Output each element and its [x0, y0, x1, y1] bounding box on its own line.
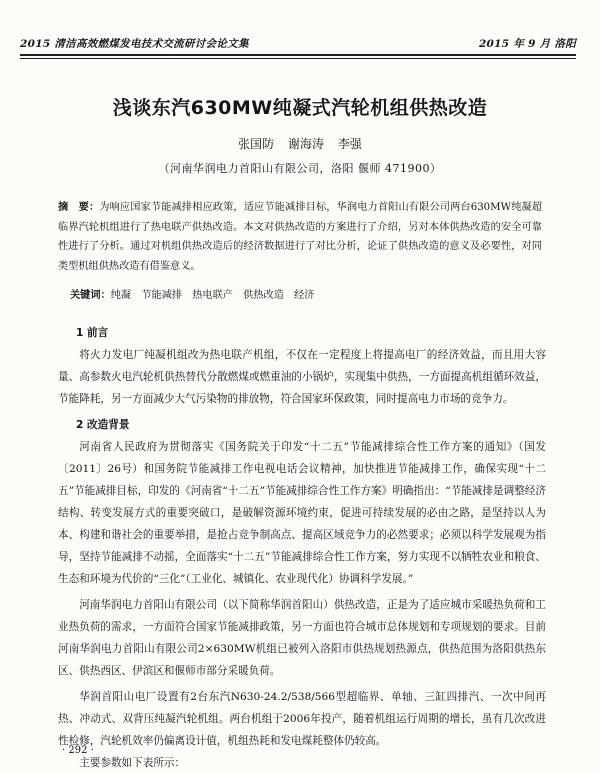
section-heading-intro: 1 前言	[76, 327, 109, 339]
header-right: 2015 年 9 月 洛阳	[478, 38, 576, 50]
abstract-label: 摘 要：	[58, 202, 100, 213]
authors: 张国防 谢海涛 李强	[238, 137, 362, 151]
paragraph: 主要参数如下表所示：	[79, 757, 186, 769]
section-heading-background: 2 改造背景	[76, 419, 130, 431]
running-header	[20, 36, 576, 56]
paragraph: 河南华润电力首阳山有限公司（以下简称华润首阳山）供热改造，正是为了适应城市采暖热负荷和工业热负荷的需求，一方面符合国家节能减排政策，另一方面也符合城市总体规划和专项规划的要求。目前河南华润电力首阳山有限公司2×630MW机组已被列入洛阳市供热规划热源点，供热范围为洛阳供热东区、供热西区、伊滨区和偃师市部分采暖负荷。	[58, 599, 546, 677]
paragraph: 河南省人民政府为贯彻落实《国务院关于印发“十二五”节能减排综合性工作方案的通知》（国发〔2011〕26号）和国务院节能减排工作电视电话会议精神，加快推进节能减排工作，确保实现“十二五”节能减排目标，印发的《河南省“十二五”节能减排综合性工作方案》明确指出：“节能减排是调整经济结构、转变发展方式的重要突破口，是破解资源环境约束，促进可持续发展的必由之路，是坚持以人为本、构建和谐社会的重要举措，是抢占竞争制高点、提高区域竞争力的必然要求；必须以科学发展观为指导，坚持节能减排不动摇，全面落实“十二五”节能减排综合性工作方案，努力实现不以牺牲农业和粮食、生态和环境为代价的“三化”（工业化、城镇化、农业现代化）协调科学发展。”	[58, 441, 546, 585]
abstract	[58, 198, 542, 276]
abstract-text: 为响应国家节能减排相应政策，适应节能减排目标，华润电力首阳山有限公司两台630MW纯凝超临界汽轮机组进行了热电联产供热改造。本文对供热改造的方案进行了介绍，另对本体供热改造的安全可靠性进行了分析。通过对机组供热改造后的经济数据进行了对比分析，论证了供热改造的意义及必要性，对同类型机组供热改造有借鉴意义。	[58, 202, 543, 272]
keywords-label: 关键词：	[70, 290, 111, 301]
header-left: 2015 清洁高效燃煤发电技术交流研讨会论文集	[20, 38, 249, 50]
header-rule	[20, 58, 576, 59]
keywords-text: 纯凝 节能减排 热电联产 供热改造 经济	[110, 290, 315, 301]
paragraph: 将火力发电厂纯凝机组改为热电联产机组，不仅在一定程度上将提高电厂的经济效益，而且用大容量、高参数火电汽轮机供热替代分散燃煤或燃重油的小锅炉，实现集中供热，一方面提高机组循环效益，节能降耗，另一方面减少大气污染物的排放物，符合国家环保政策，同时提高电力市场的竞争力。	[58, 349, 546, 405]
paper-body	[58, 322, 546, 774]
affiliation: （河南华润电力首阳山有限公司，洛阳 偃师 471900）	[158, 162, 442, 175]
keywords	[70, 286, 542, 301]
paragraph: 华润首阳山电厂设置有2台东汽N630-24.2/538/566型超临界、单轴、三缸四排汽、一次中间再热、冲动式、双背压纯凝汽轮机组。两台机组于2006年投产，随着机组运行周期的增长，虽有几次改进性检修，汽轮机效率仍偏离设计值，机组热耗和发电煤耗整体仍较高。	[58, 691, 546, 747]
page-number: · 292 ·	[62, 745, 94, 756]
paper-title: 浅谈东汽630MW纯凝式汽轮机组供热改造	[112, 97, 488, 119]
